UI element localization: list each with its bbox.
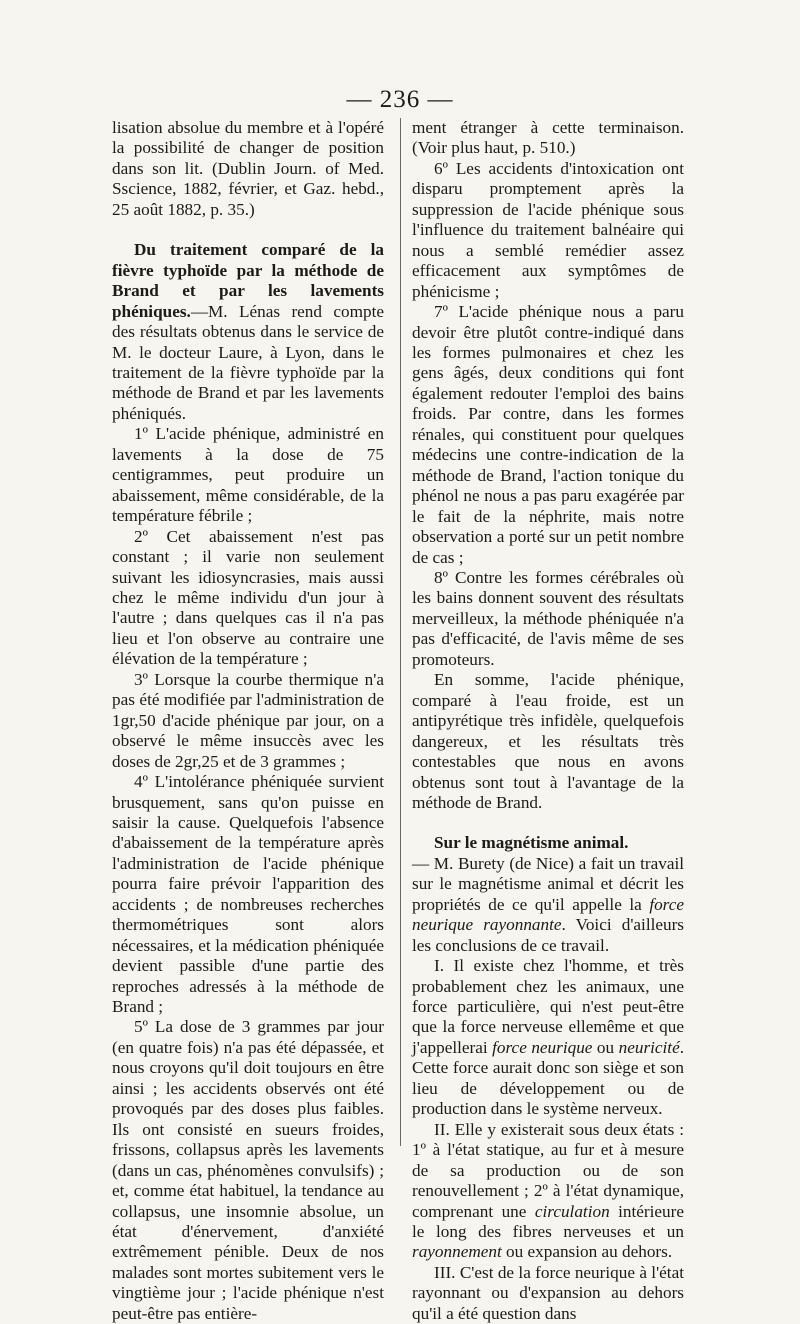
list-item: 7º L'acide phénique nous a paru devoir être plutôt contre-indiqué dans les formes pulmonaires et chez les gens âgés, deux conditions qui font également redouter l'emploi des bains froids. Par contre, dans les formes rénales, qui constituent pour quelques médecins une contre-indication de la méthode de Brand, l'action tonique du phénol ne nous a pas paru exagérée par le fait de la néphrite, mais notre observation a porté sur un petit nombre de cas ; <box>412 302 684 567</box>
list-item: 2º Cet abaissement n'est pas constant ; il varie non seulement suivant les idiosyncrasies, mais aussi chez le même individu d'un jour à l'autre ; dans quelques cas il n'a pas lieu et l'on observe au contraire une élévation de la température ; <box>112 526 384 669</box>
text-run: ou <box>592 1037 619 1057</box>
list-item: 6º Les accidents d'intoxication ont disparu promptement après la suppression de l'acide phénique sous l'influence du traitement balnéaire qui nous a semblé remédier assez efficacement aux symptômes de phénicisme ; <box>412 158 684 301</box>
column-divider <box>400 118 401 1146</box>
italic-term: rayonnement <box>412 1242 502 1262</box>
text-run: — M. Burety (de Nice) a fait un travail sur le magnétisme animal et décrit les propriétés de ce qu'il appelle la <box>412 853 684 914</box>
paragraph <box>412 1120 684 1263</box>
list-item: 4º L'intolérance phéniquée survient brusquement, sans qu'on puisse en saisir la cause. Quelquefois l'absence d'abaissement de la température après l'administration de l'acide phénique pourra faire prévoir l'apparition des accidents ; de nombreuses recherches thermométriques sont alors nécessaires, et la médication phéniquée devient passible d'une partie des reproches adressés à la méthode de Brand ; <box>112 772 384 1017</box>
section-heading <box>112 240 384 424</box>
italic-term: force neurique rayonnante <box>412 894 684 935</box>
section-heading: Sur le magnétisme animal. <box>434 833 629 853</box>
right-column <box>412 118 684 1324</box>
left-column <box>112 118 384 1324</box>
paragraph <box>412 956 684 1120</box>
list-item: 3º Lorsque la courbe thermique n'a pas été modifiée par l'administration de 1gr,50 d'acide phénique par jour, on a observé le même insuccès avec les doses de 2gr,25 et de 3 grammes ; <box>112 669 384 771</box>
paragraph: ment étranger à cette terminaison. (Voir plus haut, p. 510.) <box>412 118 684 158</box>
list-item: 8º Contre les formes cérébrales où les bains donnent souvent des résultats merveilleux, la méthode phéniquée n'a pas d'efficacité, de l'avis même de ses promoteurs. <box>412 567 684 669</box>
paragraph: En somme, l'acide phénique, comparé à l'eau froide, est un antipyrétique très infidèle, quelquefois dangereux, et les résultats très contestables que nous en avons obtenus sont tout à l'avantage de la méthode de Brand. <box>412 670 684 812</box>
paragraph: III. C'est de la force neurique à l'état rayonnant ou d'expansion au dehors qu'il a été question dans <box>412 1262 684 1323</box>
text-run: . Cette force aurait donc son siège et son lieu de développement ou de production dans le système nerveux. <box>412 1037 685 1119</box>
section-title: Du traitement comparé de la fièvre typhoïde par la méthode de Brand et par les lavements phéniques. <box>112 240 384 321</box>
italic-term: neuricité <box>618 1037 680 1057</box>
italic-term: force neurique <box>492 1037 593 1057</box>
list-item: 5º La dose de 3 grammes par jour (en quatre fois) n'a pas été dépassée, et nous croyons qu'il doit toujours en être ainsi ; les accidents observés ont été provoqués par des doses plus faibles. Ils ont consisté en sueurs froides, frissons, collapsus après les lavements (dans un cas, phénomènes convulsifs) ; et, comme état habituel, la tendance au collapsus, une insomnie absolue, un état d'énervement, d'anxiété extrêmement pénible. Deux de nos malades sont mortes subitement vers le vingtième jour ; l'acide phénique n'est peut-être pas entière- <box>112 1017 384 1323</box>
text-run: ou expansion au dehors. <box>501 1242 673 1262</box>
text-run: . Voici d'ailleurs les conclusions de ce travail. <box>412 915 684 955</box>
text-run: intérieure le long des fibres nerveuses et un <box>412 1201 684 1242</box>
text-run: II. Elle y existerait sous deux états : 1º à l'état statique, au fur et à mesure de sa production ou de son renouvellement ; 2º à l'état dynamique, comprenant une <box>412 1119 684 1221</box>
section-intro: —M. Lénas rend compte des résultats obtenus dans le service de M. le docteur Laure, à Lyon, dans le traitement de la fièvre typhoïde par la méthode de Brand et par les lavements phéniqués. <box>112 301 384 423</box>
italic-term: circulation <box>534 1201 610 1221</box>
text-run: I. Il existe chez l'homme, et très probablement chez les animaux, une force particulière, qui n'est peut-être que la force nerveuse ellemême et que j'appellerai <box>412 956 684 1057</box>
paragraph: lisation absolue du membre et à l'opéré la possibilité de changer de position dans son lit. (Dublin Journ. of Med. Sscience, 1882, février, et Gaz. hebd., 25 août 1882, p. 35.) <box>112 118 384 219</box>
paragraph <box>412 854 684 956</box>
list-item: 1º L'acide phénique, administré en lavements à la dose de 75 centigrammes, peut produire un abaissement, même considérable, de la température fébrile ; <box>112 424 384 526</box>
page-number: — 236 — <box>346 86 454 113</box>
